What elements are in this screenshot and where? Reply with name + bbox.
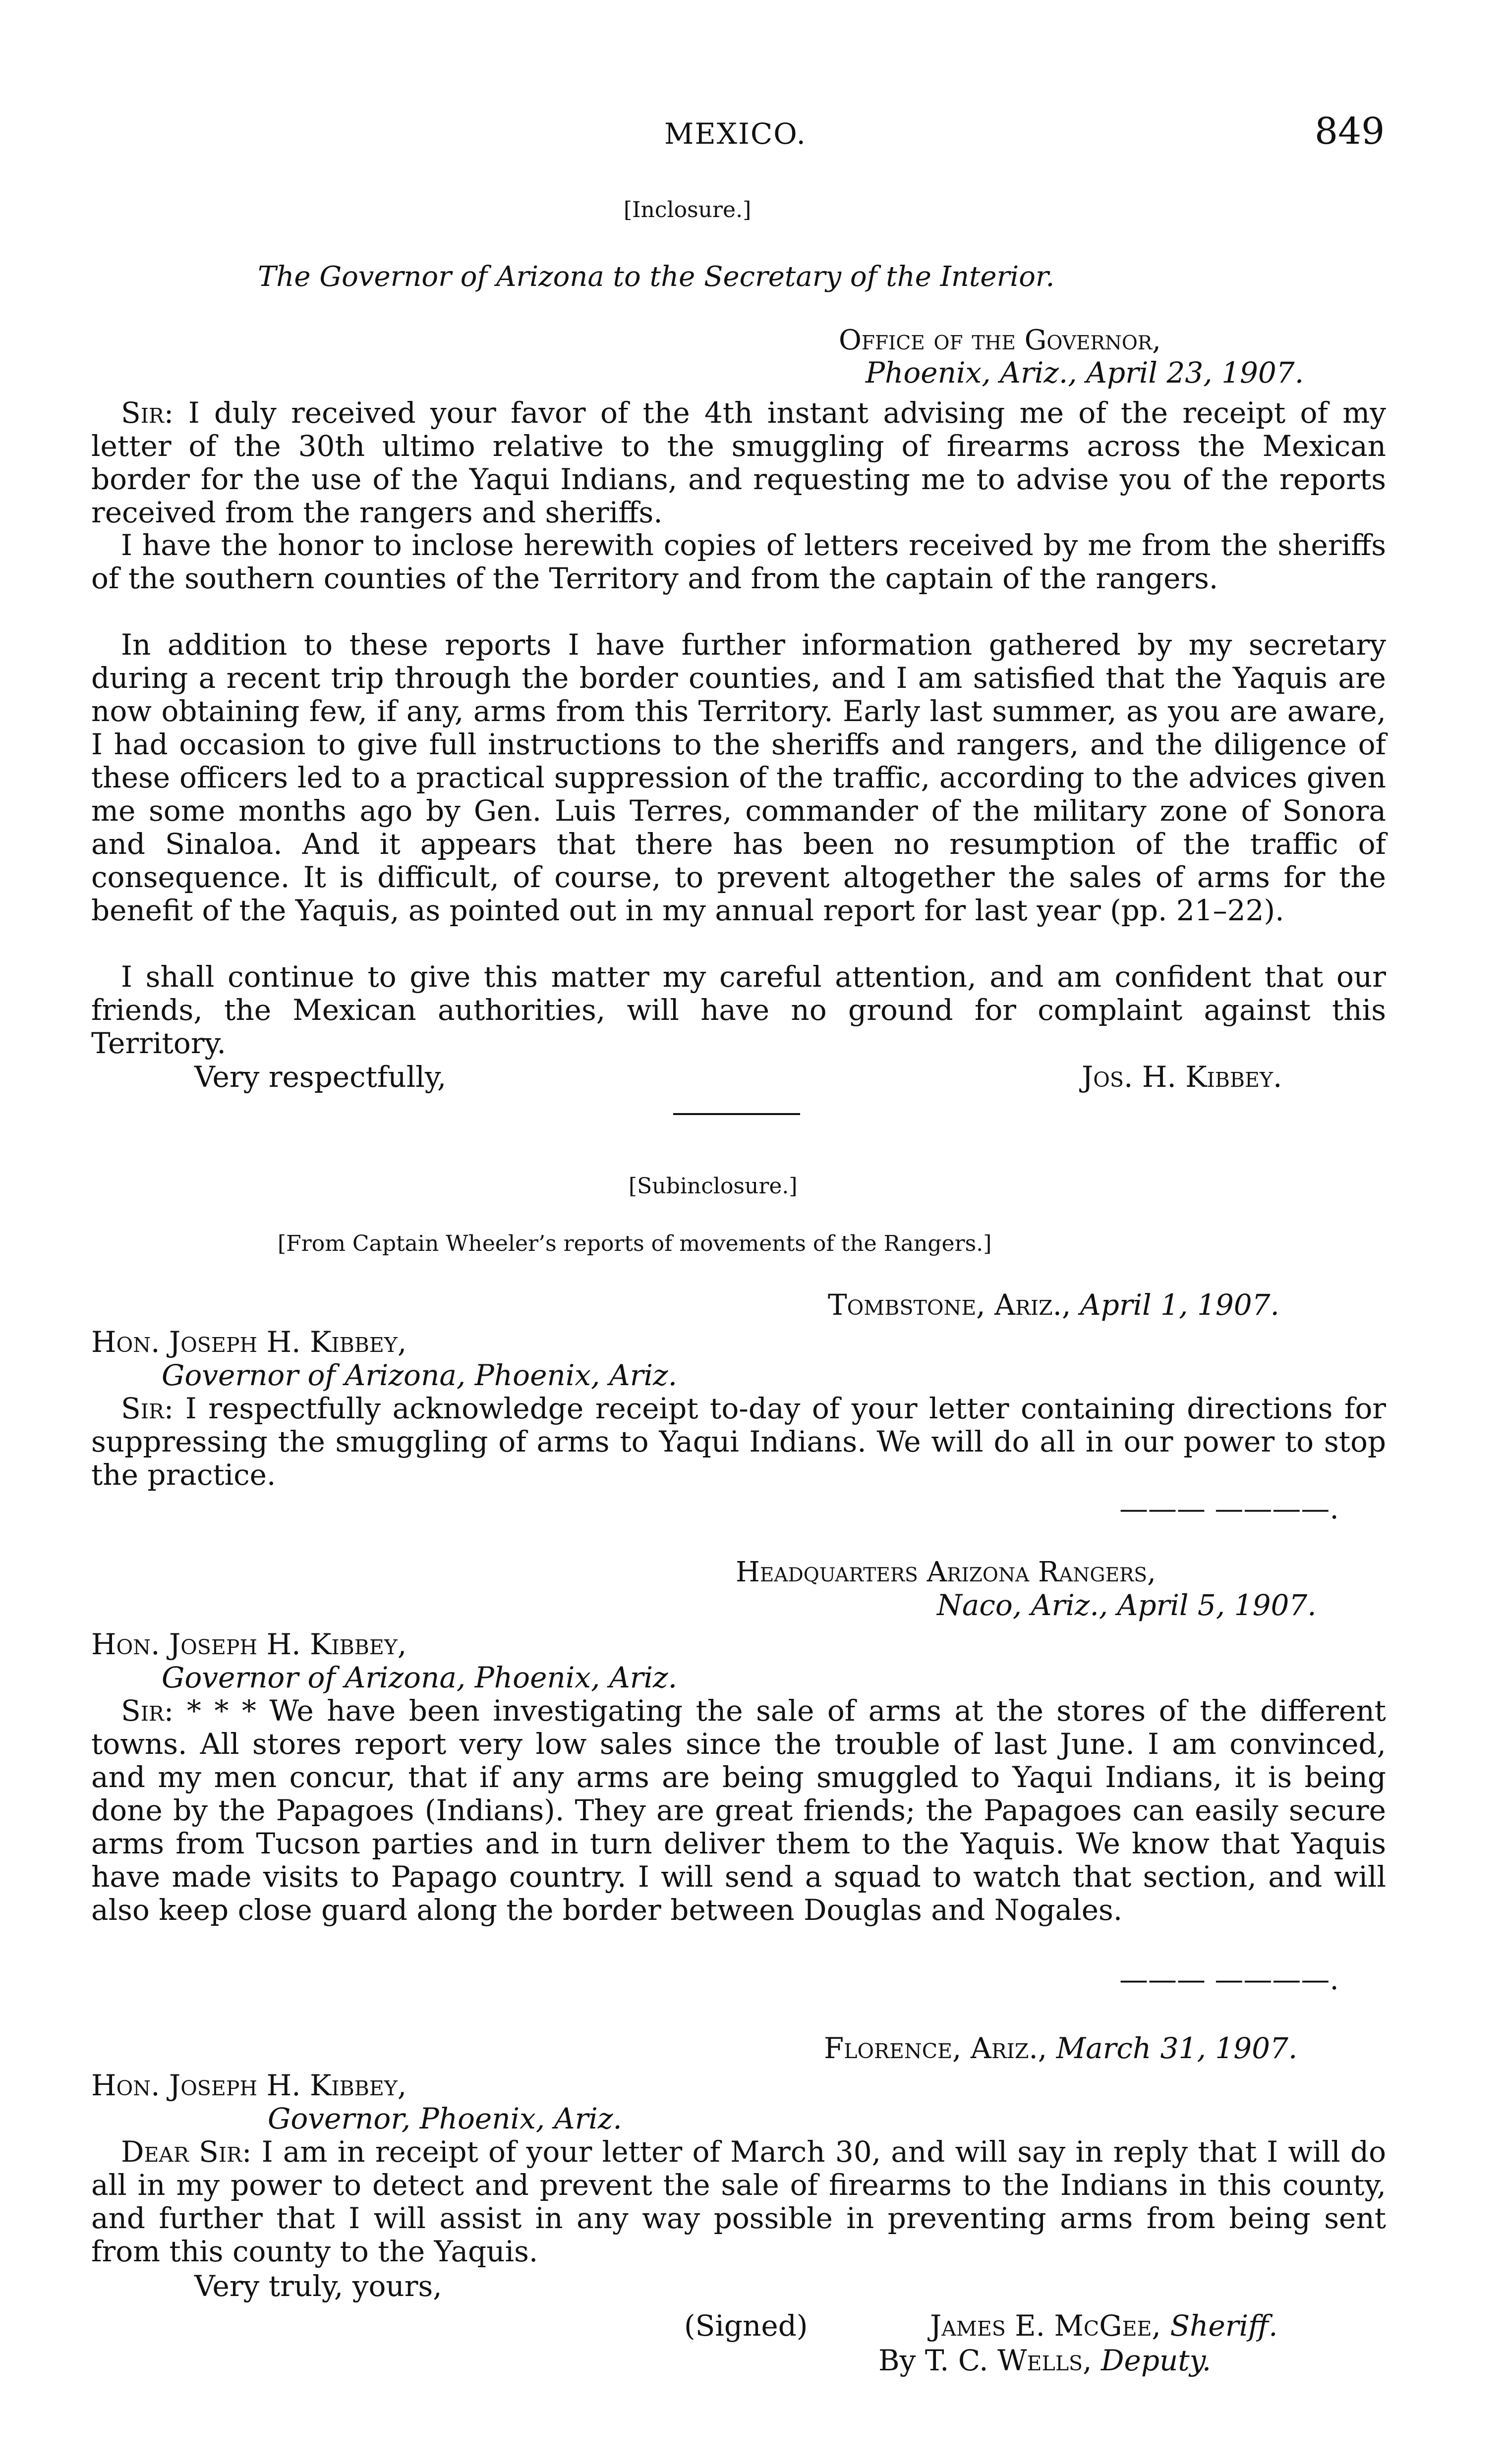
letter2-signature-dashes: ——— ————. (1119, 1962, 1339, 1996)
letter2-dateline: Naco, Ariz., April 5, 1907. (937, 1588, 1317, 1622)
letter2-addressee-title: Governor of Arizona, Phoenix, Ariz. (162, 1661, 678, 1694)
inclosure-paragraph: Sir: I duly received your favor of the 4th instant advising me of the receipt of my letter of the 30th ultimo relative to the smuggling of firearms across the Mexican border for the use of the Yaqui Indians, and requesting me to advise you of the reports received from the rangers and sheriffs. (91, 396, 1386, 529)
closing: Very respectfully, (194, 1060, 447, 1094)
letter3-closing: Very truly, yours, (194, 2269, 442, 2303)
letter2-body: Sir: * * * We have been investigating the sale of arms at the stores of the different towns. All stores report very low sales since the trouble of last June. I am convinced, and my men concur, that if any arms are being smuggled to Yaqui Indians, it is being done by the Papagoes (Indians). They are great friends; the Papagoes can easily secure arms from Tucson parties and in turn deliver them to the Yaquis. We know that Yaquis have made visits to Papago country. I will send a squad to watch that section, and will also keep close guard along the border between Douglas and Nogales. (91, 1694, 1386, 1927)
running-title: MEXICO. (664, 117, 807, 151)
letter3-body: Dear Sir: I am in receipt of your letter of March 30, and will say in reply that I will do all in my power to detect and prevent the sale of firearms to the Indians in this county, and further that I will assist in any way possible in preventing arms from being sent from this county to the Yaquis. (91, 2135, 1387, 2268)
inclosure-paragraph: I have the honor to inclose herewith copies of letters received by me from the sheriffs of the southern counties of the Territory and from the captain of the rangers. (91, 528, 1386, 595)
subinclosure-note: [From Captain Wheeler’s reports of movements of the Rangers.] (278, 1231, 992, 1256)
subinclosure-label: [Subinclosure.] (629, 1174, 798, 1199)
deputy-line: By T. C. Wells, Deputy. (878, 2344, 1212, 2377)
office-date: Phoenix, Ariz., April 23, 1907. (866, 356, 1304, 390)
letter3-addressee: Hon. Joseph H. Kibbey, (91, 2069, 407, 2102)
letter2-addressee: Hon. Joseph H. Kibbey, (91, 1627, 407, 1661)
office-line: Office of the Governor, (839, 324, 1161, 356)
letter1-body: Sir: I respectfully acknowledge receipt to-day of your letter containing directions for suppressing the smuggling of arms to Yaqui Indians. We will do all in our power to stop the practice. (91, 1392, 1387, 1492)
inclosure-paragraph: I shall continue to give this matter my careful attention, and am confident that our friends, the Mexican authorities, will have no ground for complaint against this Territory. (91, 960, 1386, 1060)
letter2-heading: Headquarters Arizona Rangers, (736, 1556, 1156, 1588)
letter3-dateline: Florence, Ariz., March 31, 1907. (824, 2031, 1298, 2065)
inclosure-paragraph: In addition to these reports I have further information gathered by my secretary during a recent trip through the border counties, and I am satisfied that the Yaquis are now obtaining few, if any, arms from this Territory. Early last summer, as you are aware, I had occasion to give full instructions to the sheriffs and rangers, and the diligence of these officers led to a practical suppression of the traffic, according to the advices given me some months ago by Gen. Luis Terres, commander of the military zone of Sonora and Sinaloa. And it appears that there has been no resumption of the traffic of consequence. It is difficult, of course, to prevent altogether the sales of arms for the benefit of the Yaquis, as pointed out in my annual report for last year (pp. 21–22). (91, 628, 1386, 927)
letter1-addressee: Hon. Joseph H. Kibbey, (91, 1325, 407, 1359)
salutation: Sir: (121, 396, 174, 430)
letter3-addressee-title: Governor, Phoenix, Ariz. (268, 2102, 622, 2135)
page-number: 849 (1315, 110, 1385, 153)
letter1-addressee-title: Governor of Arizona, Phoenix, Ariz. (162, 1358, 678, 1392)
inclosure-caption: The Governor of Arizona to the Secretary of the Interior. (258, 261, 1055, 293)
signed-label: (Signed) (684, 2309, 808, 2343)
signature: Jos. H. Kibbey. (1082, 1060, 1282, 1094)
signer: James E. McGee, Sheriff. (930, 2309, 1278, 2343)
letter1-signature-dashes: ——— ————. (1119, 1492, 1339, 1525)
letter1-dateline: Tombstone, Ariz., April 1, 1907. (828, 1288, 1279, 1322)
inclosure-label: [Inclosure.] (624, 197, 752, 223)
section-divider (673, 1113, 800, 1115)
